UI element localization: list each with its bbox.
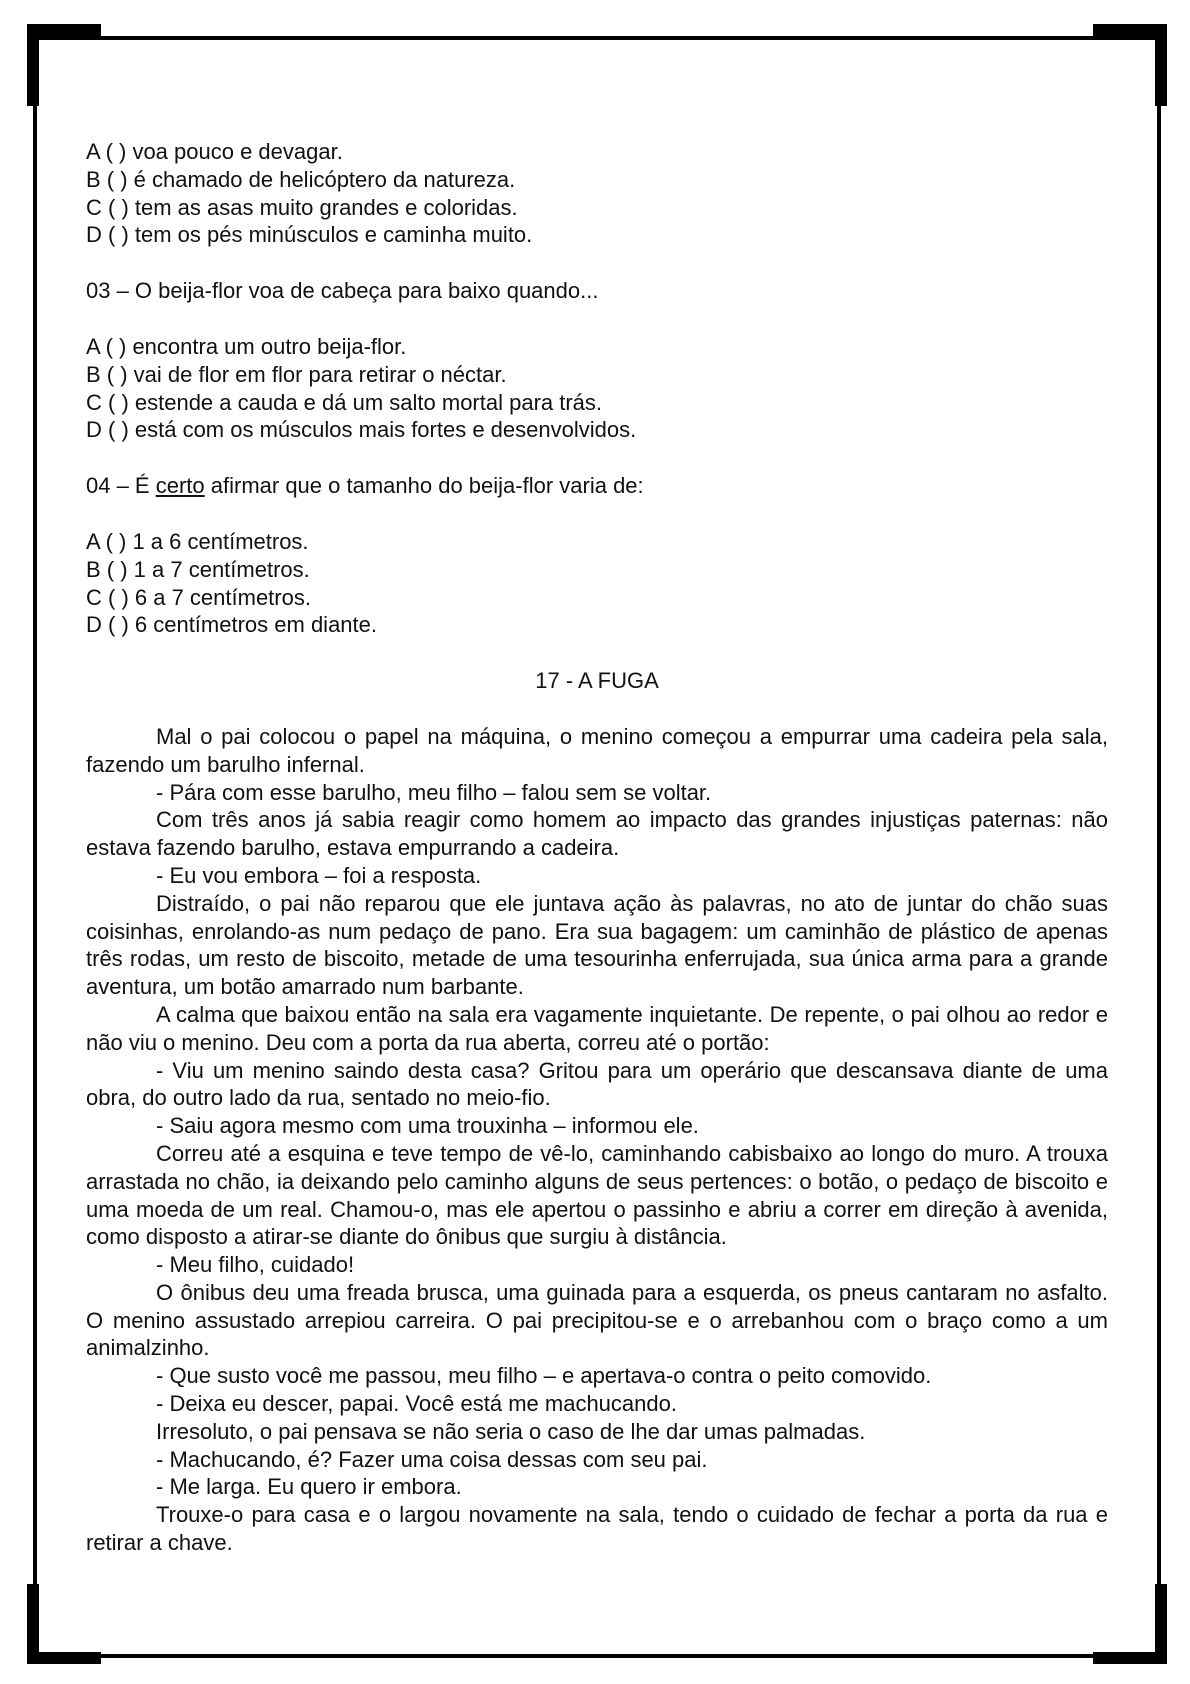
story-paragraph: - Deixa eu descer, papai. Você está me machucando. xyxy=(156,1391,677,1417)
story-paragraph: O ônibus deu uma freada brusca, uma guinada para a esquerda, os pneus cantaram no asfalto. O menino assustado arrepiou carreira. O pai precipitou-se e o arrebanhou com o braço como a um animalzinho. xyxy=(86,1279,1108,1361)
story-title: 17 - A FUGA xyxy=(535,668,659,694)
story-paragraph: - Machucando, é? Fazer uma coisa dessas com seu pai. xyxy=(156,1446,708,1472)
q04-option-b: B ( ) 1 a 7 centímetros. xyxy=(86,556,310,582)
q04-option-c: C ( ) 6 a 7 centímetros. xyxy=(86,584,311,610)
q02-option-d: D ( ) tem os pés minúsculos e caminha muito. xyxy=(86,222,533,248)
q02-options xyxy=(86,138,1108,249)
corner-top-left-bracket-h xyxy=(27,24,101,36)
story-paragraph: Distraído, o pai não reparou que ele juntava ação às palavras, no ato de juntar do chão suas coisinhas, enrolando-as num pedaço de pano. Era sua bagagem: um caminhão de plástico de apenas três rodas, um resto de biscoito, metade de uma tesourinha enferrujada, sua única arma para a grande aventura, um botão amarrado num barbante. xyxy=(86,890,1108,1000)
story-paragraph: - Pára com esse barulho, meu filho – falou sem se voltar. xyxy=(156,779,712,805)
corner-top-right-bracket xyxy=(1155,24,1167,106)
q04-option-a: A ( ) 1 a 6 centímetros. xyxy=(86,528,309,554)
story-paragraph: A calma que baixou então na sala era vagamente inquietante. De repente, o pai olhou ao redor e não viu o menino. Deu com a porta da rua aberta, correu até o portão: xyxy=(86,1001,1108,1055)
corner-bottom-left-bracket-h xyxy=(27,1652,101,1664)
q04-question xyxy=(86,472,1108,500)
story-paragraph: - Eu vou embora – foi a resposta. xyxy=(156,862,482,888)
corner-bottom-right-bracket-h xyxy=(1093,1652,1167,1664)
q03-option-b: B ( ) vai de flor em flor para retirar o néctar. xyxy=(86,361,507,387)
corner-top-left-bracket xyxy=(27,24,39,106)
q03-question: 03 – O beija-flor voa de cabeça para baixo quando... xyxy=(86,278,599,304)
q02-option-b: B ( ) é chamado de helicóptero da natureza. xyxy=(86,166,516,192)
q03-option-a: A ( ) encontra um outro beija-flor. xyxy=(86,333,407,359)
q03-option-c: C ( ) estende a cauda e dá um salto mortal para trás. xyxy=(86,389,603,415)
story-paragraph: Com três anos já sabia reagir como homem ao impacto das grandes injustiças paternas: não estava fazendo barulho, estava empurrando a cadeira. xyxy=(86,807,1108,861)
q02-option-c: C ( ) tem as asas muito grandes e coloridas. xyxy=(86,194,518,220)
story-paragraph: - Meu filho, cuidado! xyxy=(156,1252,355,1278)
story-paragraph: Trouxe-o para casa e o largou novamente na sala, tendo o cuidado de fechar a porta da rua e retirar a chave. xyxy=(86,1502,1108,1556)
q03-options xyxy=(86,333,1108,444)
story-text xyxy=(86,723,1108,1557)
q04-options xyxy=(86,528,1108,639)
q04-option-d: D ( ) 6 centímetros em diante. xyxy=(86,612,377,638)
page-content xyxy=(86,138,1108,1557)
q03-option-d: D ( ) está com os músculos mais fortes e desenvolvidos. xyxy=(86,417,637,443)
q02-option-a: A ( ) voa pouco e devagar. xyxy=(86,139,343,164)
story-paragraph: Correu até a esquina e teve tempo de vê-lo, caminhando cabisbaixo ao longo do muro. A trouxa arrastada no chão, ia deixando pelo caminho alguns de seus pertences: o botão, o pedaço de biscoito e uma moeda de um real. Chamou-o, mas ele apertou o passinho e abriu a correr em direção à avenida, como disposto a atirar-se diante do ônibus que surgiu à distância. xyxy=(86,1140,1108,1250)
q04-question-prefix: 04 – É xyxy=(86,473,156,499)
corner-top-right-bracket-h xyxy=(1093,24,1167,36)
q04-question-suffix: afirmar que o tamanho do beija-flor varia de: xyxy=(204,473,644,499)
story-paragraph: Irresoluto, o pai pensava se não seria o caso de lhe dar umas palmadas. xyxy=(156,1418,866,1444)
story-paragraph: - Que susto você me passou, meu filho – e apertava-o contra o peito comovido. xyxy=(156,1363,932,1389)
story-paragraph: Mal o pai colocou o papel na máquina, o menino começou a empurrar uma cadeira pela sala, fazendo um barulho infernal. xyxy=(86,723,1108,777)
story-paragraph: - Saiu agora mesmo com uma trouxinha – informou ele. xyxy=(156,1113,699,1139)
story-paragraph: - Viu um menino saindo desta casa? Gritou para um operário que descansava diante de uma obra, do outro lado da rua, sentado no meio-fio. xyxy=(86,1057,1108,1111)
story-paragraph: - Me larga. Eu quero ir embora. xyxy=(156,1474,462,1500)
q04-question-underlined: certo xyxy=(155,473,205,499)
